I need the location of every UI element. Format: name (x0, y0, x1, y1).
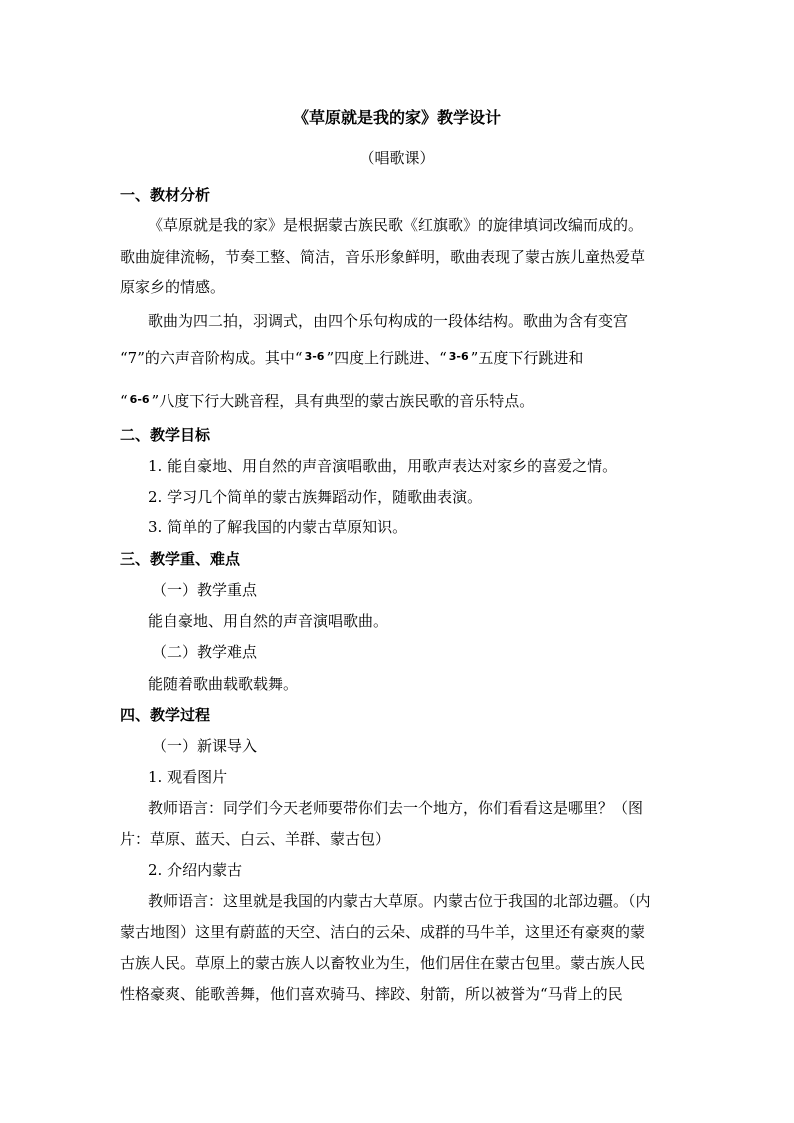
paragraph-line: 性格豪爽、能歌善舞，他们喜欢骑马、摔跤、射箭，所以被誉为“马背上的民 (120, 985, 623, 1003)
paragraph-line: 古族人民。草原上的蒙古族人以畜牧业为生，他们居住在蒙古包里。蒙古族人民 (120, 954, 646, 972)
paragraph-line: 歌曲旋律流畅，节奏工整、简洁，音乐形象鲜明，歌曲表现了蒙古族儿童热爱草 (120, 248, 646, 266)
document-title: 《草原就是我的家》教学设计 (292, 108, 501, 127)
difficulty-text: 能随着歌曲载歌载舞。 (148, 675, 299, 693)
paragraph-segment: “7”的六声音阶构成。其中“ (120, 349, 303, 367)
key-point-text: 能自豪地、用自然的声音演唱歌曲。 (148, 612, 389, 630)
objective-item: 3. 简单的了解我国的内蒙古草原知识。 (148, 518, 408, 536)
paragraph-line: 教师语言：同学们今天老师要带你们去一个地方，你们看看这是哪里？（图 (148, 799, 644, 817)
paragraph-line-with-notation (120, 348, 583, 370)
paragraph-segment: “ (120, 392, 128, 410)
music-notation-interval-fourth: 3-6 (304, 350, 325, 363)
section-heading-key-points: 三、教学重、难点 (120, 550, 241, 568)
paragraph-line: 教师语言：这里就是我国的内蒙古大草原。内蒙古位于我国的北部边疆。（内 (148, 892, 651, 910)
paragraph-line: 蒙古地图）这里有蔚蓝的天空、洁白的云朵、成群的马牛羊，这里还有豪爽的蒙 (120, 923, 646, 941)
paragraph-line-with-notation (120, 391, 534, 413)
section-heading-process: 四、教学过程 (120, 706, 211, 724)
music-notation-interval-fifth: 3-6 (448, 350, 469, 363)
paragraph-line: 原家乡的情感。 (120, 278, 226, 296)
paragraph-line: 片：草原、蓝天、白云、羊群、蒙古包） (120, 830, 391, 848)
music-notation-interval-octave: 6-6 (129, 393, 150, 406)
subheading-key-point: （一）教学重点 (152, 581, 258, 599)
process-step: 1. 观看图片 (148, 768, 228, 786)
paragraph-line: 《草原就是我的家》是根据蒙古族民歌《红旗歌》的旋律填词改编而成的。 (148, 216, 644, 234)
objective-item: 2. 学习几个简单的蒙古族舞蹈动作，随歌曲表演。 (148, 488, 483, 506)
section-heading-analysis: 一、教材分析 (120, 186, 211, 204)
subheading-introduction: （一）新课导入 (152, 737, 258, 755)
process-step: 2. 介绍内蒙古 (148, 861, 243, 879)
section-heading-objectives: 二、教学目标 (120, 426, 211, 444)
document-subtitle: （唱歌课） (359, 149, 435, 167)
paragraph-segment: ”八度下行大跳音程，具有典型的蒙古族民歌的音乐特点。 (151, 392, 535, 410)
paragraph-line: 歌曲为四二拍，羽调式，由四个乐句构成的一段体结构。歌曲为含有变宫 (148, 312, 629, 330)
subheading-difficulty: （二）教学难点 (152, 643, 258, 661)
paragraph-segment: ”四度上行跳进、“ (326, 349, 447, 367)
paragraph-segment: ”五度下行跳进和 (470, 349, 584, 367)
objective-item: 1. 能自豪地、用自然的声音演唱歌曲，用歌声表达对家乡的喜爱之情。 (148, 457, 618, 475)
